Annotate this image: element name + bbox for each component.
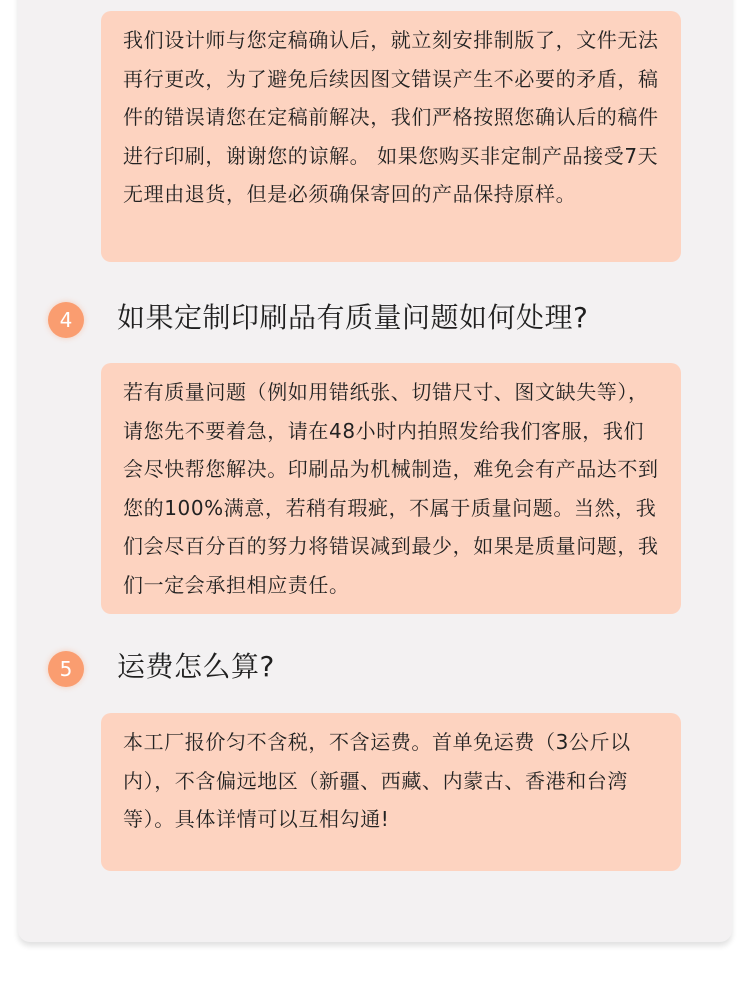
- question-title-5: 运费怎么算?: [117, 650, 275, 683]
- question-title-4: 如果定制印刷品有质量问题如何处理?: [117, 301, 589, 334]
- question-number-4: 4: [48, 302, 84, 338]
- answer-box-5: 本工厂报价匀不含税，不含运费。首单免运费（3公斤以内），不含偏远地区（新疆、西藏、内蒙古、香港和台湾等）。具体详情可以互相勾通!: [101, 713, 681, 871]
- question-number-5: 5: [48, 651, 84, 687]
- answer-box-3: 我们设计师与您定稿确认后，就立刻安排制版了，文件无法再行更改，为了避免后续因图文错误产生不必要的矛盾，稿件的错误请您在定稿前解决，我们严格按照您确认后的稿件进行印刷，谢谢您的谅解。 如果您购买非定制产品接受7天无理由退货，但是必须确保寄回的产品保持原样。: [101, 11, 681, 262]
- answer-box-4: 若有质量问题（例如用错纸张、切错尺寸、图文缺失等），请您先不要着急，请在48小时内拍照发给我们客服，我们会尽快帮您解决。印刷品为机械制造，难免会有产品达不到您的100%满意，若稍有瑕疵，不属于质量问题。当然，我们会尽百分百的努力将错误减到最少，如果是质量问题，我们一定会承担相应责任。: [101, 363, 681, 614]
